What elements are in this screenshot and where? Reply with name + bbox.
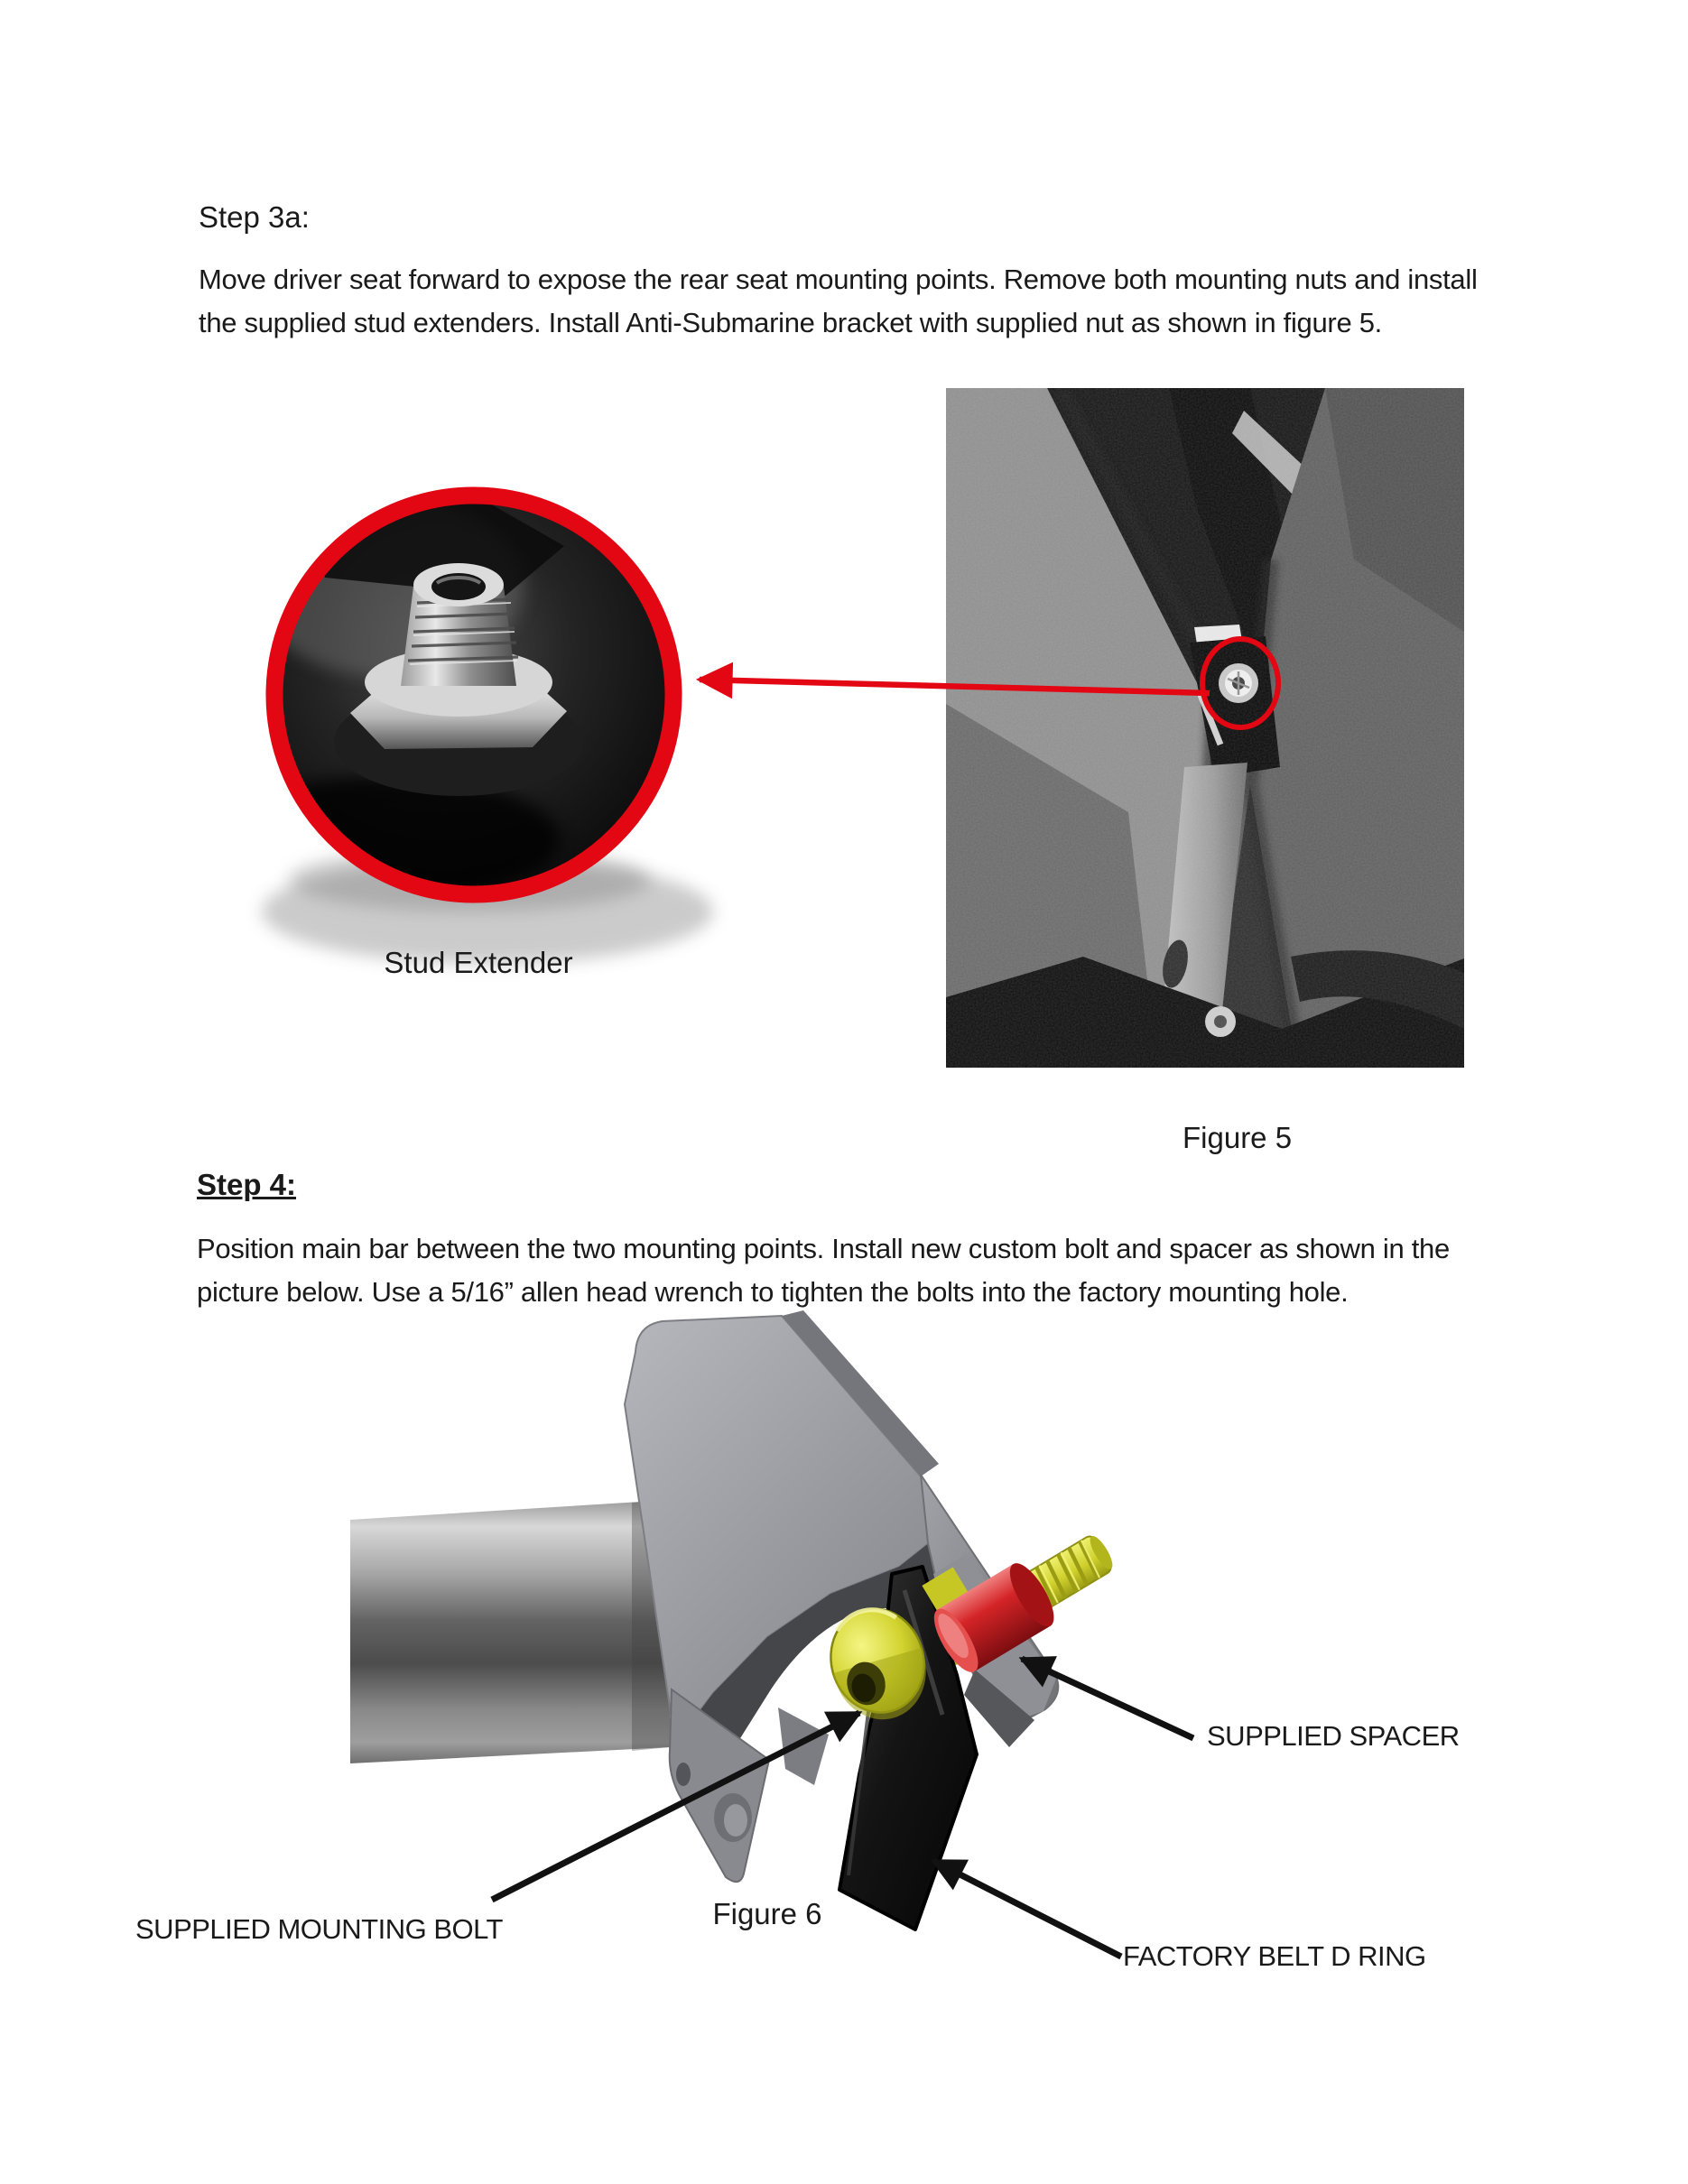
- step3a-paragraph: [199, 258, 1478, 345]
- step4-paragraph: [197, 1227, 1450, 1314]
- figure5-zoom-inset: [217, 492, 673, 902]
- step4-line1: Position main bar between the two mounting points. Install new custom bolt and spacer as shown in the: [197, 1233, 1450, 1264]
- main-bar-tube: [350, 1500, 670, 1763]
- figure6-cad: [350, 1310, 1193, 1957]
- step4-line2: picture below. Use a 5/16” allen head wrench to tighten the bolts into the factory mounting hole.: [197, 1276, 1349, 1308]
- label-supplied-spacer: SUPPLIED SPACER: [1207, 1720, 1460, 1752]
- step3a-heading: Step 3a:: [199, 200, 310, 234]
- figure5-photo: [946, 388, 1464, 1068]
- label-factory-belt-d-ring: FACTORY BELT D RING: [1123, 1940, 1426, 1972]
- label-supplied-mounting-bolt: SUPPLIED MOUNTING BOLT: [135, 1913, 503, 1945]
- step3a-line1: Move driver seat forward to expose the rear seat mounting points. Remove both mounting nuts and install: [199, 264, 1478, 295]
- stud-extender-label: Stud Extender: [384, 946, 573, 979]
- figure6-caption: Figure 6: [712, 1897, 822, 1930]
- figure5-caption: Figure 5: [1183, 1121, 1293, 1154]
- step4-heading: Step 4:: [197, 1168, 297, 1201]
- step3a-line2: the supplied stud extenders. Install Anti-Submarine bracket with supplied nut as shown in figure 5.: [199, 307, 1382, 338]
- arrow-to-dring-icon: [933, 1861, 1121, 1957]
